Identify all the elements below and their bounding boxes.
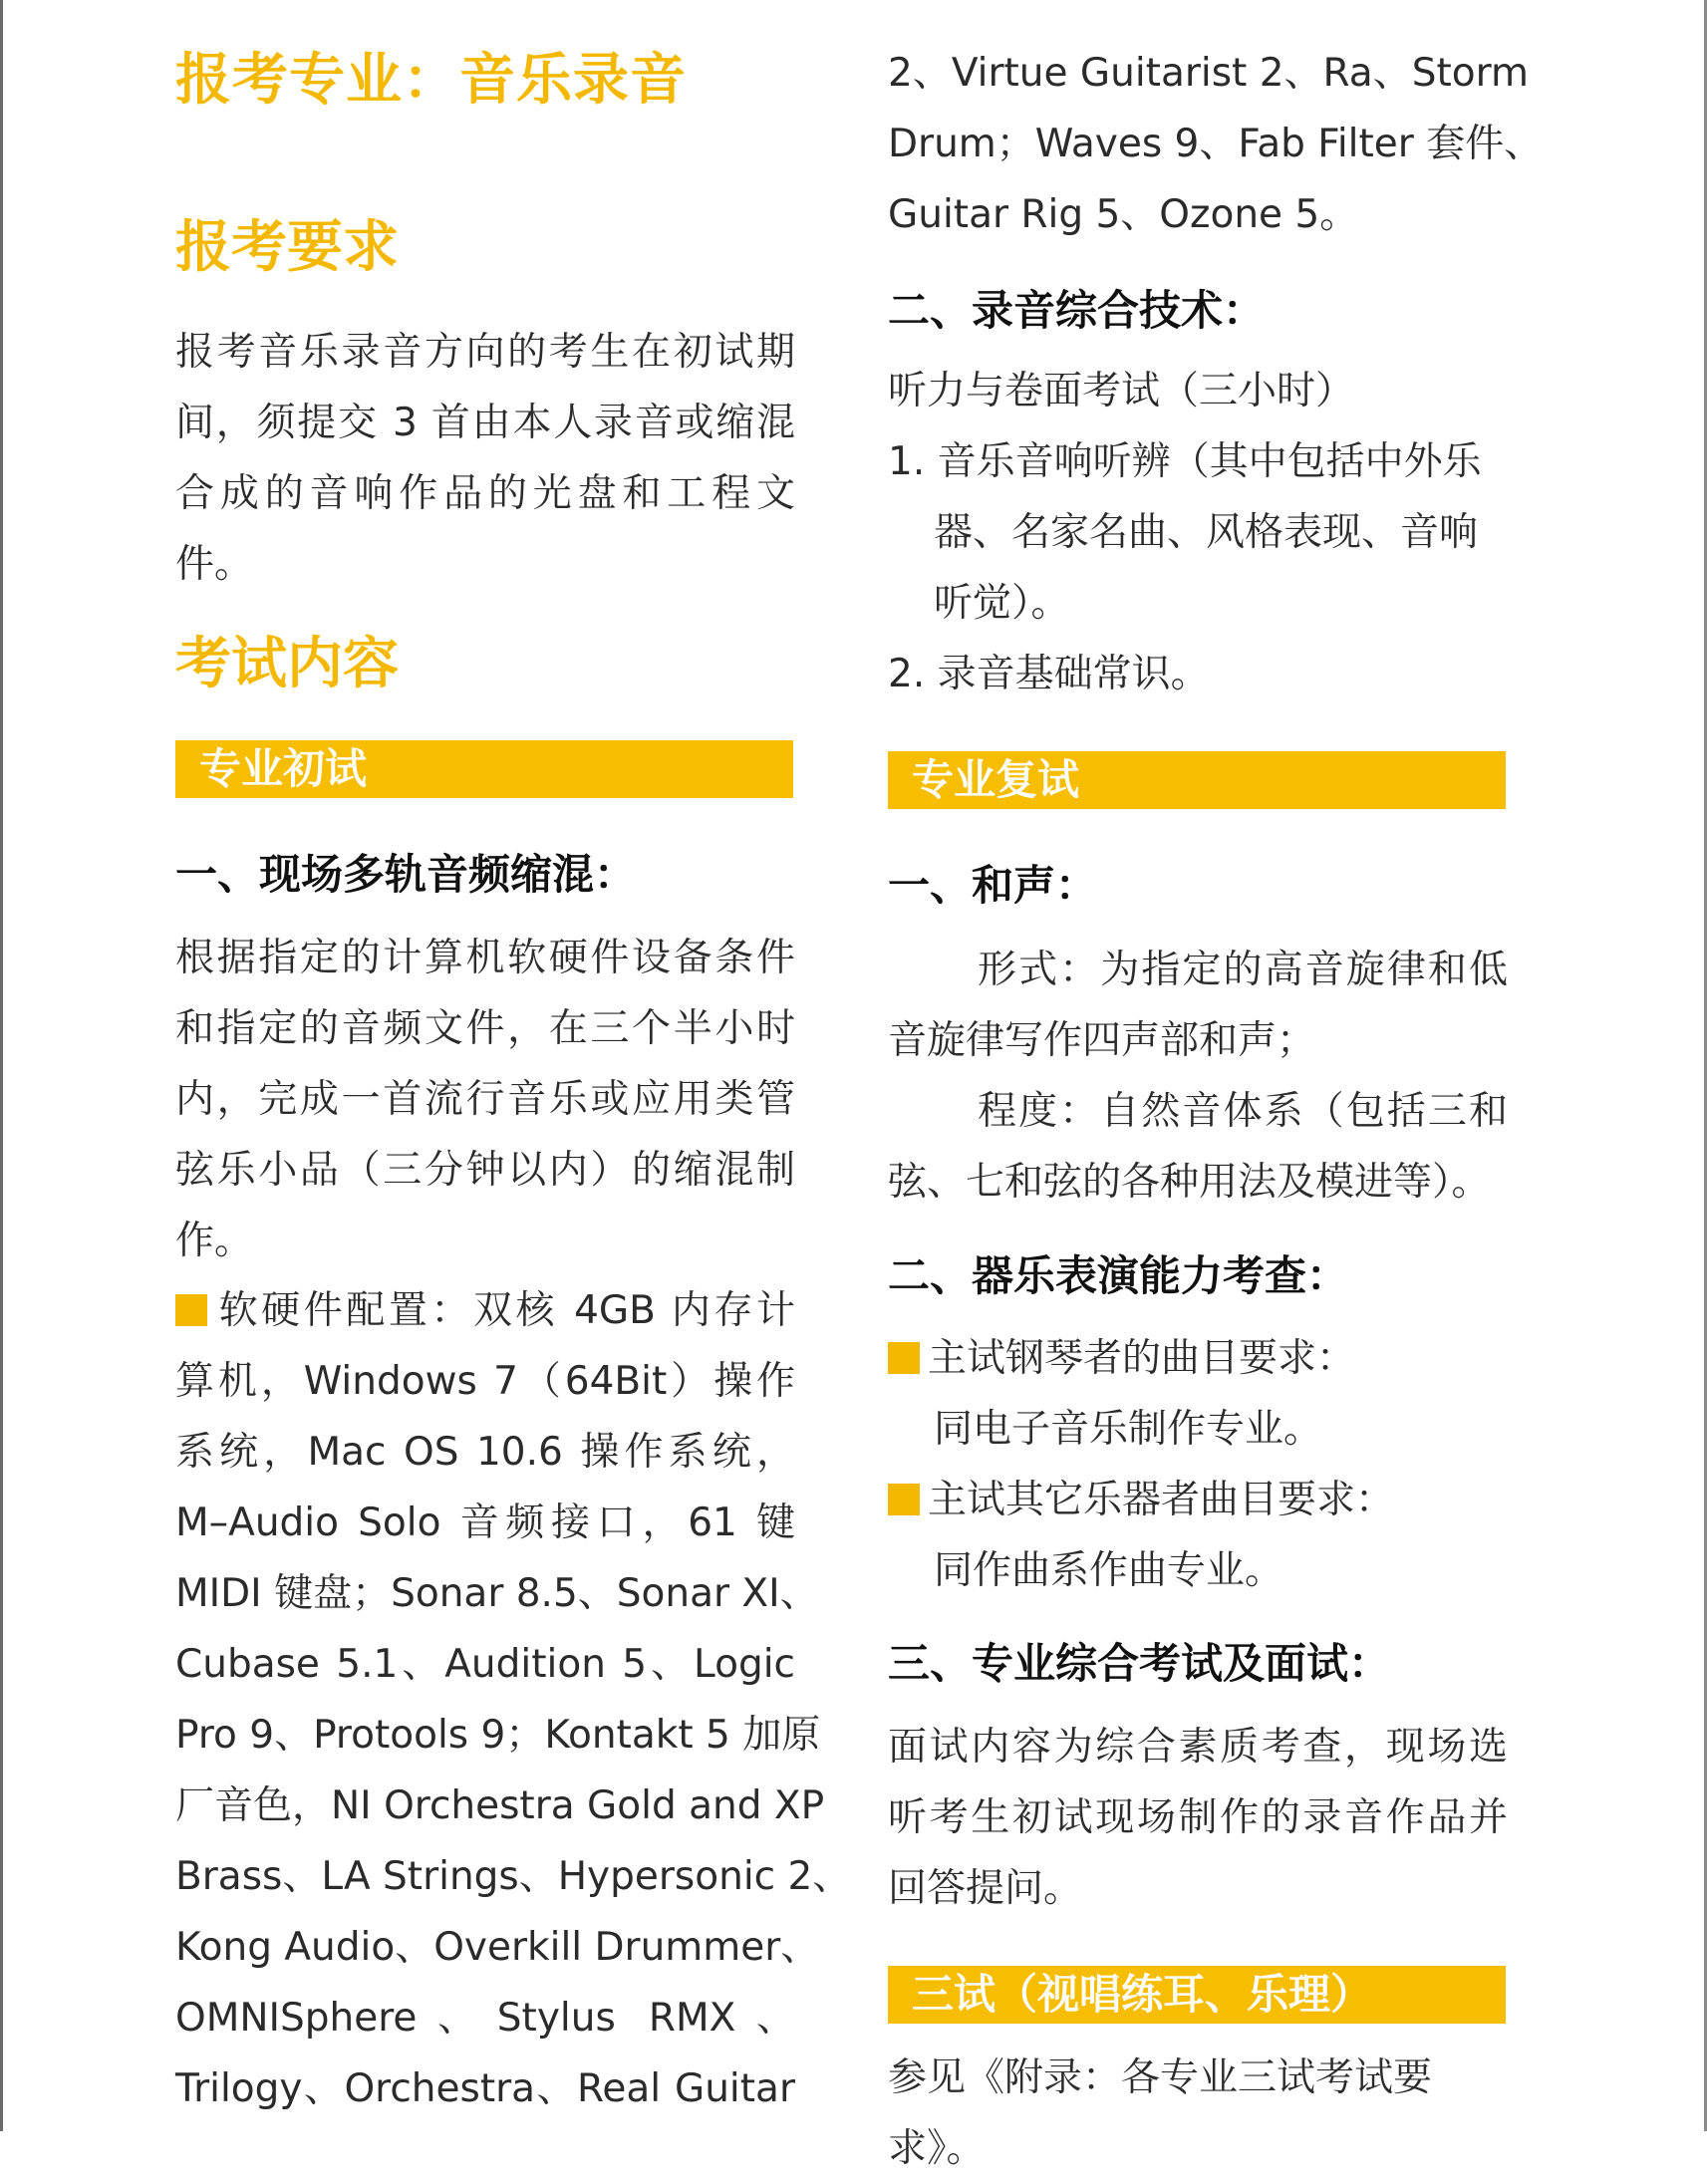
config-line: Kong Audio、Overkill Drummer、 [175, 1925, 820, 1970]
config-line: Trilogy、Orchestra、Real Guitar [175, 2066, 795, 2111]
config-line: 2、Virtue Guitarist 2、Ra、Storm [888, 51, 1529, 96]
page-title: 报考专业：音乐录音 [175, 48, 687, 113]
interview-heading: 三、专业综合考试及面试： [888, 1639, 1391, 1688]
recording-heading: 二、录音综合技术： [888, 286, 1266, 335]
instrument-heading: 二、器乐表演能力考查： [888, 1251, 1349, 1300]
third-round-text: 参见《附录：各专业三试考试要求》。 [888, 2055, 1433, 2171]
config-continued [888, 38, 1544, 250]
recording-item-1: 1. 音乐音响听辨（其中包括中外乐 器、名家名曲、风格表现、音响 听觉）。 [888, 439, 1482, 626]
config-line: 厂音色，NI Orchestra Gold and XP [175, 1783, 825, 1828]
mix-heading: 一、现场多轨音频缩混： [175, 850, 637, 899]
second-round-banner: 专业复试 [888, 751, 1506, 809]
config-line: Cubase 5.1、Audition 5、Logic [175, 1642, 795, 1687]
harmony-heading: 一、和声： [888, 861, 1098, 910]
interview-text: 面试内容为综合素质考查，现场选听考生初试现场制作的录音作品并回答提问。 [888, 1725, 1508, 1911]
config-line: Brass、LA Strings、Hypersonic 2、 [175, 1854, 852, 1899]
config-line: 算机，Windows 7（64Bit）操作 [175, 1359, 795, 1404]
recording-exam: 听力与卷面考试（三小时） [888, 369, 1355, 413]
config-line: M–Audio Solo 音频接口，61 键 [175, 1501, 795, 1545]
config-list [175, 1275, 852, 2124]
config-line: Pro 9、Protools 9；Kontakt 5 加原 [175, 1713, 821, 1758]
bullet-square-icon [175, 1294, 207, 1326]
prelim-banner: 专业初试 [175, 740, 793, 798]
third-round-banner: 三试（视唱练耳、乐理） [888, 1966, 1506, 2024]
exam-content-heading: 考试内容 [175, 632, 399, 696]
harmony-level: 程度：自然音体系（包括三和弦、七和弦的各种用法及模进等）。 [888, 1089, 1508, 1205]
bullet-square-icon [888, 1342, 920, 1374]
config-line: OMNISphere、Stylus RMX、 [175, 1996, 795, 2041]
mix-text: 根据指定的计算机软硬件设备条件和指定的音频文件，在三个半小时内，完成一首流行音乐或应用类管弦乐小品（三分钟以内）的缩混制作。 [175, 936, 795, 1263]
config-line: Guitar Rig 5、Ozone 5。 [888, 192, 1359, 237]
page-border-left [0, 0, 3, 2131]
config-line: MIDI 键盘；Sonar 8.5、Sonar XI、 [175, 1571, 819, 1616]
requirements-heading: 报考要求 [175, 215, 399, 280]
config-line: 系统，Mac OS 10.6 操作系统， [175, 1430, 795, 1475]
bullet-square-icon [888, 1484, 920, 1515]
piano-requirement: 主试钢琴者的曲目要求： 同电子音乐制作专业。 [888, 1323, 1508, 1465]
config-line: Drum；Waves 9、Fab Filter 套件、 [888, 122, 1544, 166]
config-line: 软硬件配置：双核 4GB 内存计 [175, 1275, 795, 1346]
harmony-form: 形式：为指定的高音旋律和低音旋律写作四声部和声； [888, 948, 1508, 1063]
recording-item-2: 2. 录音基础常识。 [888, 652, 1210, 696]
other-instrument-requirement: 主试其它乐器者曲目要求： 同作曲系作曲专业。 [888, 1465, 1508, 1606]
requirements-text: 报考音乐录音方向的考生在初试期间，须提交 3 首由本人录音或缩混合成的音响作品的光盘和工程文件。 [175, 330, 795, 587]
